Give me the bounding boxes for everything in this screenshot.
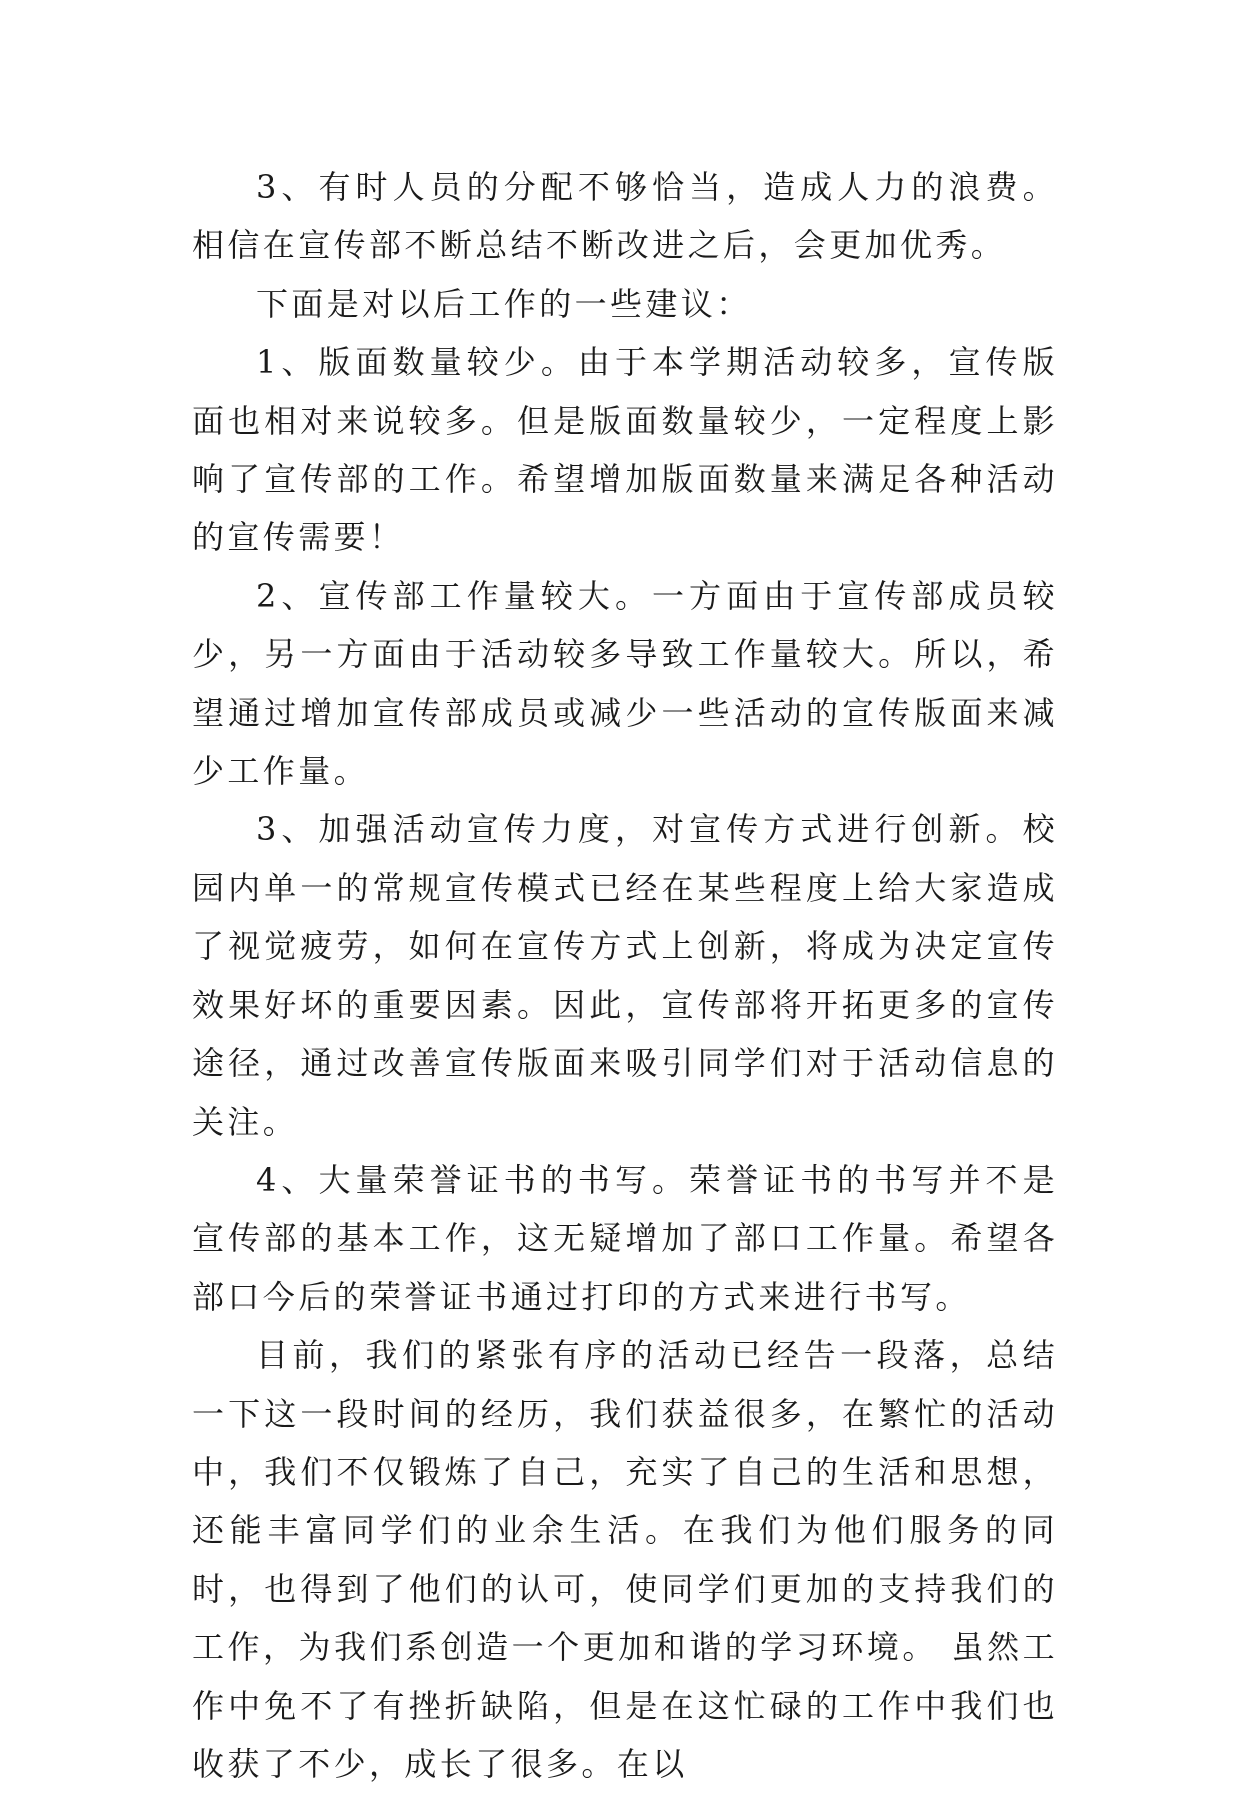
paragraph-staffing-note: 3、有时人员的分配不够恰当，造成人力的浪费。相信在宣传部不断总结不断改进之后，会更加优秀。 (192, 168, 1058, 265)
paragraph-suggestion-2: 2、宣传部工作量较大。一方面由于宣传部成员较少，另一方面由于活动较多导致工作量较大。所以，希望通过增加宣传部成员或减少一些活动的宣传版面来减少工作量。 (192, 576, 1058, 791)
paragraph-conclusion: 目前，我们的紧张有序的活动已经告一段落，总结一下这一段时间的经历，我们获益很多，在繁忙的活动中，我们不仅锻炼了自己，充实了自己的生活和思想，还能丰富同学们的业余生活。在我们为他们服务的同时，也得到了他们的认可，使同学们更加的支持我们的工作，为我们系创造一个更加和谐的学习环境。 虽然工作中免不了有挫折缺陷，但是在这忙碌的工作中我们也收获了不少，成长了很多。在以 (192, 1336, 1058, 1783)
document-body (192, 158, 1058, 1793)
paragraph-suggestion-1: 1、版面数量较少。由于本学期活动较多，宣传版面也相对来说较多。但是版面数量较少，一定程度上影响了宣传部的工作。希望增加版面数量来满足各种活动的宣传需要！ (192, 343, 1058, 557)
paragraph-suggestion-4: 4、大量荣誉证书的书写。荣誉证书的书写并不是宣传部的基本工作，这无疑增加了部口工作量。希望各部口今后的荣誉证书通过打印的方式来进行书写。 (192, 1160, 1058, 1316)
paragraph-suggestion-3: 3、加强活动宣传力度，对宣传方式进行创新。校园内单一的常规宣传模式已经在某些程度上给大家造成了视觉疲劳，如何在宣传方式上创新，将成为决定宣传效果好坏的重要因素。因此，宣传部将开拓更多的宣传途径，通过改善宣传版面来吸引同学们对于活动信息的关注。 (192, 810, 1058, 1141)
paragraph-suggestions-intro: 下面是对以后工作的一些建议： (256, 284, 752, 323)
